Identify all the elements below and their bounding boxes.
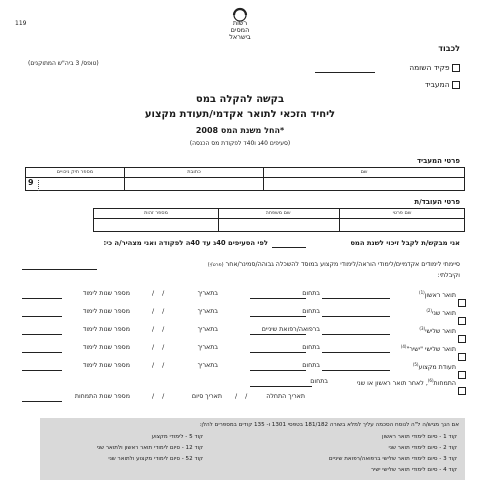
legend-code-1: קוד 1 - סיום לימודי תואר ראשון: [382, 434, 457, 440]
degree-label-text: תעודת מקצוע: [418, 364, 456, 372]
option-assessing-officer[interactable]: [409, 63, 460, 72]
degree-years-input[interactable]: [22, 352, 62, 353]
internship-checkbox[interactable]: [458, 380, 466, 399]
degree-sup: (4): [400, 344, 407, 349]
employer-file-input[interactable]: [38, 180, 125, 191]
employee-id-input[interactable]: [96, 219, 216, 232]
degree-date-label: בתאריך: [197, 344, 218, 351]
assessing-officer-checkbox[interactable]: [452, 64, 460, 72]
employer-details-table: [25, 167, 465, 191]
title-line-3: החל משנת המס 2008*: [195, 126, 285, 135]
degree-field-label: בתחום: [302, 308, 320, 315]
degree-years-input[interactable]: [22, 316, 62, 317]
degree-date-input[interactable]: / /: [152, 290, 168, 297]
legend-intro: אם הנך מגיש/ה ל"ה לנוסח הסכמה עליך למלא בשורה 181/182 בטפסי 1301 ו- 135 קודים במספרים להלן:: [199, 422, 459, 428]
degree-name-input[interactable]: [322, 334, 390, 335]
logo-line-2: המסים: [230, 26, 250, 34]
degree-sup: (3): [419, 326, 426, 331]
studies-received: וקיבלתי:: [437, 272, 460, 279]
degree-years-label: מספר שנות לימוד: [82, 290, 130, 297]
legend-code-4: קוד 4 - סיום לימודי תואר שלישי ישיר: [370, 467, 457, 473]
degree-label: [419, 326, 456, 335]
employee-first-name-header: שם פרטי: [392, 210, 412, 216]
degree-date-label: בתאריך: [197, 326, 218, 333]
page-number: 119: [15, 20, 27, 27]
degree-label: [401, 344, 456, 353]
employee-heading: פרטי העובד/ת: [414, 198, 460, 206]
degree-name-input[interactable]: [322, 370, 390, 371]
degree-date-input[interactable]: / /: [152, 326, 168, 333]
option-employer[interactable]: [425, 80, 460, 89]
degree-label-text: תואר שלישי "ישיר": [406, 346, 456, 354]
degree-checkbox[interactable]: [458, 346, 466, 365]
degree-checkbox[interactable]: [458, 292, 466, 311]
internship-field-input[interactable]: [250, 386, 312, 387]
degree-date-label: בתאריך: [197, 362, 218, 369]
employee-last-name-header: שם משפחה: [265, 210, 291, 216]
degree-label: [413, 362, 456, 371]
degree-sup: (5): [412, 362, 419, 367]
employer-heading: פרטי המעביד: [416, 157, 460, 165]
employer-address-input[interactable]: [126, 178, 264, 191]
degree-name-input[interactable]: [322, 316, 390, 317]
logo-line-1: רשות: [232, 19, 248, 27]
degree-date-label: בתאריך: [197, 308, 218, 315]
code-legend: [40, 418, 465, 480]
institution-input[interactable]: [22, 269, 97, 270]
employee-id-header: מספר זהות: [144, 210, 168, 216]
legend-code-12: קוד 12 - סיום לימודי תואר ראשון ולתואר שני: [96, 445, 203, 451]
assessing-officer-label: פקיד השומה: [409, 63, 450, 72]
studies-text: סיימתי לימודים אקדמיים/לימודי הוראה/לימודי מקצוע במוסד להשכלה גבוהה/סמינר/אחר: [225, 261, 460, 268]
studies-note: (פרט/י): [207, 262, 224, 268]
internship-label-text: התמחות: [433, 380, 456, 388]
logo-text: [215, 20, 265, 41]
employer-checkbox[interactable]: [452, 81, 460, 89]
degree-label-text: תואר שלישי: [425, 328, 456, 336]
degree-label-text: תואר ראשון: [424, 292, 456, 300]
degree-date-input[interactable]: / /: [152, 344, 168, 351]
employer-name-input[interactable]: [266, 178, 462, 191]
title-line-1: בקשה להקלה במס: [195, 94, 285, 105]
degree-label-text: תואר שני: [431, 310, 456, 318]
degree-label: [426, 308, 456, 317]
degree-years-input[interactable]: [22, 298, 62, 299]
employee-details-table: [93, 208, 465, 232]
internship-sup: (6): [427, 378, 434, 383]
form-code: (טופס/ 3 ביה"ש המתוקנים): [28, 60, 99, 67]
degree-years-label: מספר שנות לימוד: [82, 326, 130, 333]
internship-end-date[interactable]: / /: [152, 393, 168, 400]
degree-field-label: בתחום: [302, 290, 320, 297]
internship-years-input[interactable]: [22, 401, 62, 402]
degree-checkbox[interactable]: [458, 328, 466, 347]
degree-years-label: מספר שנות לימוד: [82, 308, 130, 315]
degree-name-input[interactable]: [322, 298, 390, 299]
degree-sup: (1): [419, 290, 425, 295]
tax-year-input[interactable]: [272, 247, 306, 248]
degree-date-label: בתאריך: [197, 290, 218, 297]
legend-code-52: קוד 52 - סיום לימודי מקצוע ולתואר שני: [108, 456, 203, 462]
degree-field-input[interactable]: [250, 334, 306, 335]
internship-start-label: תאריך התחלה: [266, 393, 305, 400]
degree-name-input[interactable]: [322, 352, 390, 353]
degree-field-input[interactable]: [250, 370, 306, 371]
degree-years-input[interactable]: [22, 334, 62, 335]
degree-field-input[interactable]: [250, 298, 306, 299]
employer-address-header: כתובת: [187, 169, 201, 175]
employer-name-header: שם: [360, 169, 368, 175]
internship-end-label: תאריך סיום: [191, 393, 222, 400]
degree-years-input[interactable]: [22, 370, 62, 371]
degree-date-input[interactable]: / /: [152, 362, 168, 369]
to-heading: לכבוד: [438, 44, 460, 53]
internship-rest: , לאחר תואר ראשון או שני: [356, 380, 428, 388]
logo-line-3: בישראל: [229, 33, 251, 41]
degree-field-label: בתחום: [302, 344, 320, 351]
employer-file-header: מספר תיק ניכויים: [56, 169, 94, 175]
degree-field-input[interactable]: [250, 316, 306, 317]
degree-field-label: בתחום: [302, 362, 320, 369]
employer-file-prefix: 9: [28, 178, 34, 187]
degree-years-label: מספר שנות לימוד: [82, 344, 130, 351]
degree-label: [419, 290, 456, 299]
legend-code-5: קוד 5 - לימודי מקצוע: [151, 434, 203, 440]
internship-start-date[interactable]: / /: [235, 393, 251, 400]
degree-field-input[interactable]: [250, 352, 306, 353]
internship-field-label: בתחום: [310, 378, 328, 385]
degree-checkbox[interactable]: [458, 310, 466, 329]
employer-label: המעביד: [424, 80, 450, 89]
declaration-start: אני מבקש/ת לקבל זיכוי לשנת המס: [350, 239, 460, 247]
studies-statement: [208, 261, 460, 268]
assessing-officer-line[interactable]: [315, 72, 375, 73]
internship-label: [357, 378, 456, 387]
legend-code-3: קוד 3 - סיום לימודי תואר שלישי ברפואה/רפואת שיניים: [328, 456, 457, 462]
title-line-2: ליחיד הזכאי לתואר אקדמי/תעודת מקצוע: [144, 109, 336, 120]
declaration-end: לפי הסעיפים 40ג עד 40ה לפקודה ואני מצהיר/ה כי:: [103, 239, 268, 247]
title-line-4: (סעיפים 40ג ו40ד לפקודת מס הכנסה): [189, 140, 291, 147]
degree-date-input[interactable]: / /: [152, 308, 168, 315]
degree-sup: (2): [426, 308, 432, 313]
employee-last-name-input[interactable]: [218, 219, 338, 232]
employee-first-name-input[interactable]: [342, 219, 462, 232]
degree-years-label: מספר שנות לימוד: [82, 362, 130, 369]
legend-code-2: קוד 2 - סיום לימודי תואר שני: [388, 445, 457, 451]
internship-years-label: מספר שנות התמחות: [74, 393, 130, 400]
degree-field-label: ברפואה/רפואת שיניים: [261, 326, 320, 333]
